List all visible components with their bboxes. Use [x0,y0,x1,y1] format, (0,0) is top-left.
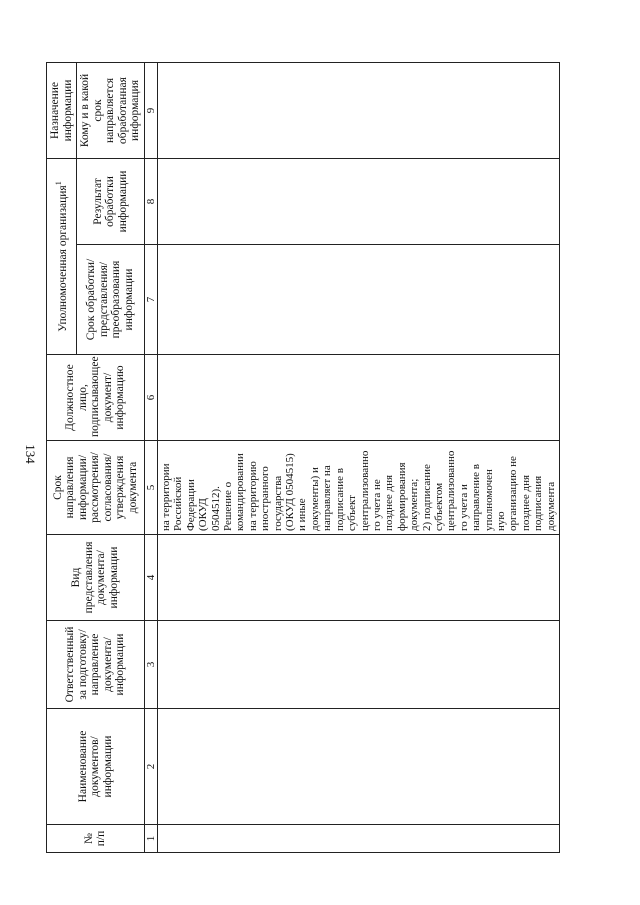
row-cell-9 [158,62,560,158]
cell5-line: направление в [470,464,483,531]
cell5-line: позднее дня [383,474,396,531]
cell5-line: ную [494,511,507,531]
column-number-8: 8 [144,158,158,244]
footnote-marker: 1 [54,181,64,186]
row-cell-6 [158,355,560,441]
cell5-line: 2) подписание [420,464,433,531]
header-col-5: Срок направления информации/ рассмотрения/ согласования/ утверждения документа [47,441,145,535]
cell5-line: го учета и [457,484,470,531]
cell5-line: подписание в [333,468,346,531]
page-number: 134 [23,444,38,464]
cell5-line: го учета не [370,479,383,531]
row-cell-7 [158,245,560,355]
column-number-2: 2 [144,709,158,825]
header-col-3: Ответственный за подготовку/ направление документа/ информации [47,621,145,709]
header-group-purpose: Назначение информации [47,62,77,158]
cell5-line: Федерации [184,479,197,531]
column-number-3: 3 [144,621,158,709]
cell5-line: документы) и [308,467,321,531]
table-row [158,62,560,852]
cell5-line: централизованно [358,450,371,531]
header-col-9: Кому и в какой срок направляется обработанная информация [77,62,145,158]
column-number-9: 9 [144,62,158,158]
cell5-line: государства [271,475,284,531]
cell5-line: формирования [395,462,408,531]
cell5-line: иностранного [259,466,272,531]
column-number-4: 4 [144,535,158,621]
row-cell-1 [158,825,560,853]
rotated-table-container [46,63,558,853]
cell5-line: субъектом [432,482,445,531]
header-col-4: Вид представления документа/ информации [47,535,145,621]
header-col-2: Наименование документов/ информации [47,709,145,825]
header-col-1: № п/п [47,825,145,853]
cell5-line: централизованно [445,450,458,531]
cell5-line: командировании [234,453,247,531]
document-table [46,62,560,853]
header-col-7: Срок обработки/ представления/ преобразования информации [77,245,145,355]
column-number-7: 7 [144,245,158,355]
cell5-line: организацию не [507,456,520,531]
header-col-6: Должностное лицо, подписывающее документ/ информацию [47,355,145,441]
cell5-line: на территорию [246,461,259,531]
cell5-line: направляет на [321,465,334,531]
header-group-organization [47,158,77,354]
row-cell-2 [158,709,560,825]
row-cell-4 [158,535,560,621]
column-number-row [144,62,158,852]
cell5-line: уполномочен [482,469,495,531]
cell5-line: (ОКУД 0504515) [284,453,297,531]
cell5-line: Решение о [222,481,235,531]
row-cell-3 [158,621,560,709]
header-row-1 [47,62,77,852]
column-number-1: 1 [144,825,158,853]
cell5-line: 0504512). [209,486,222,531]
column-number-5: 5 [144,441,158,535]
row-cell-5 [158,441,560,535]
cell5-line: субъект [346,495,359,531]
cell5-line: (ОКУД [197,498,210,531]
cell5-line: и иные [296,498,309,531]
cell5-line: подписания [532,475,545,531]
cell5-line: документа [544,481,557,531]
cell5-line: Российской [172,476,185,531]
cell5-line: позднее дня [519,474,532,531]
header-group-organization-label: Уполномоченная организация [57,185,70,332]
header-col-8: Результат обработки информации [77,158,145,244]
cell5-line: документа; [408,478,421,531]
column-number-6: 6 [144,355,158,441]
row-cell-8 [158,158,560,244]
cell5-line: на территории [160,463,172,531]
